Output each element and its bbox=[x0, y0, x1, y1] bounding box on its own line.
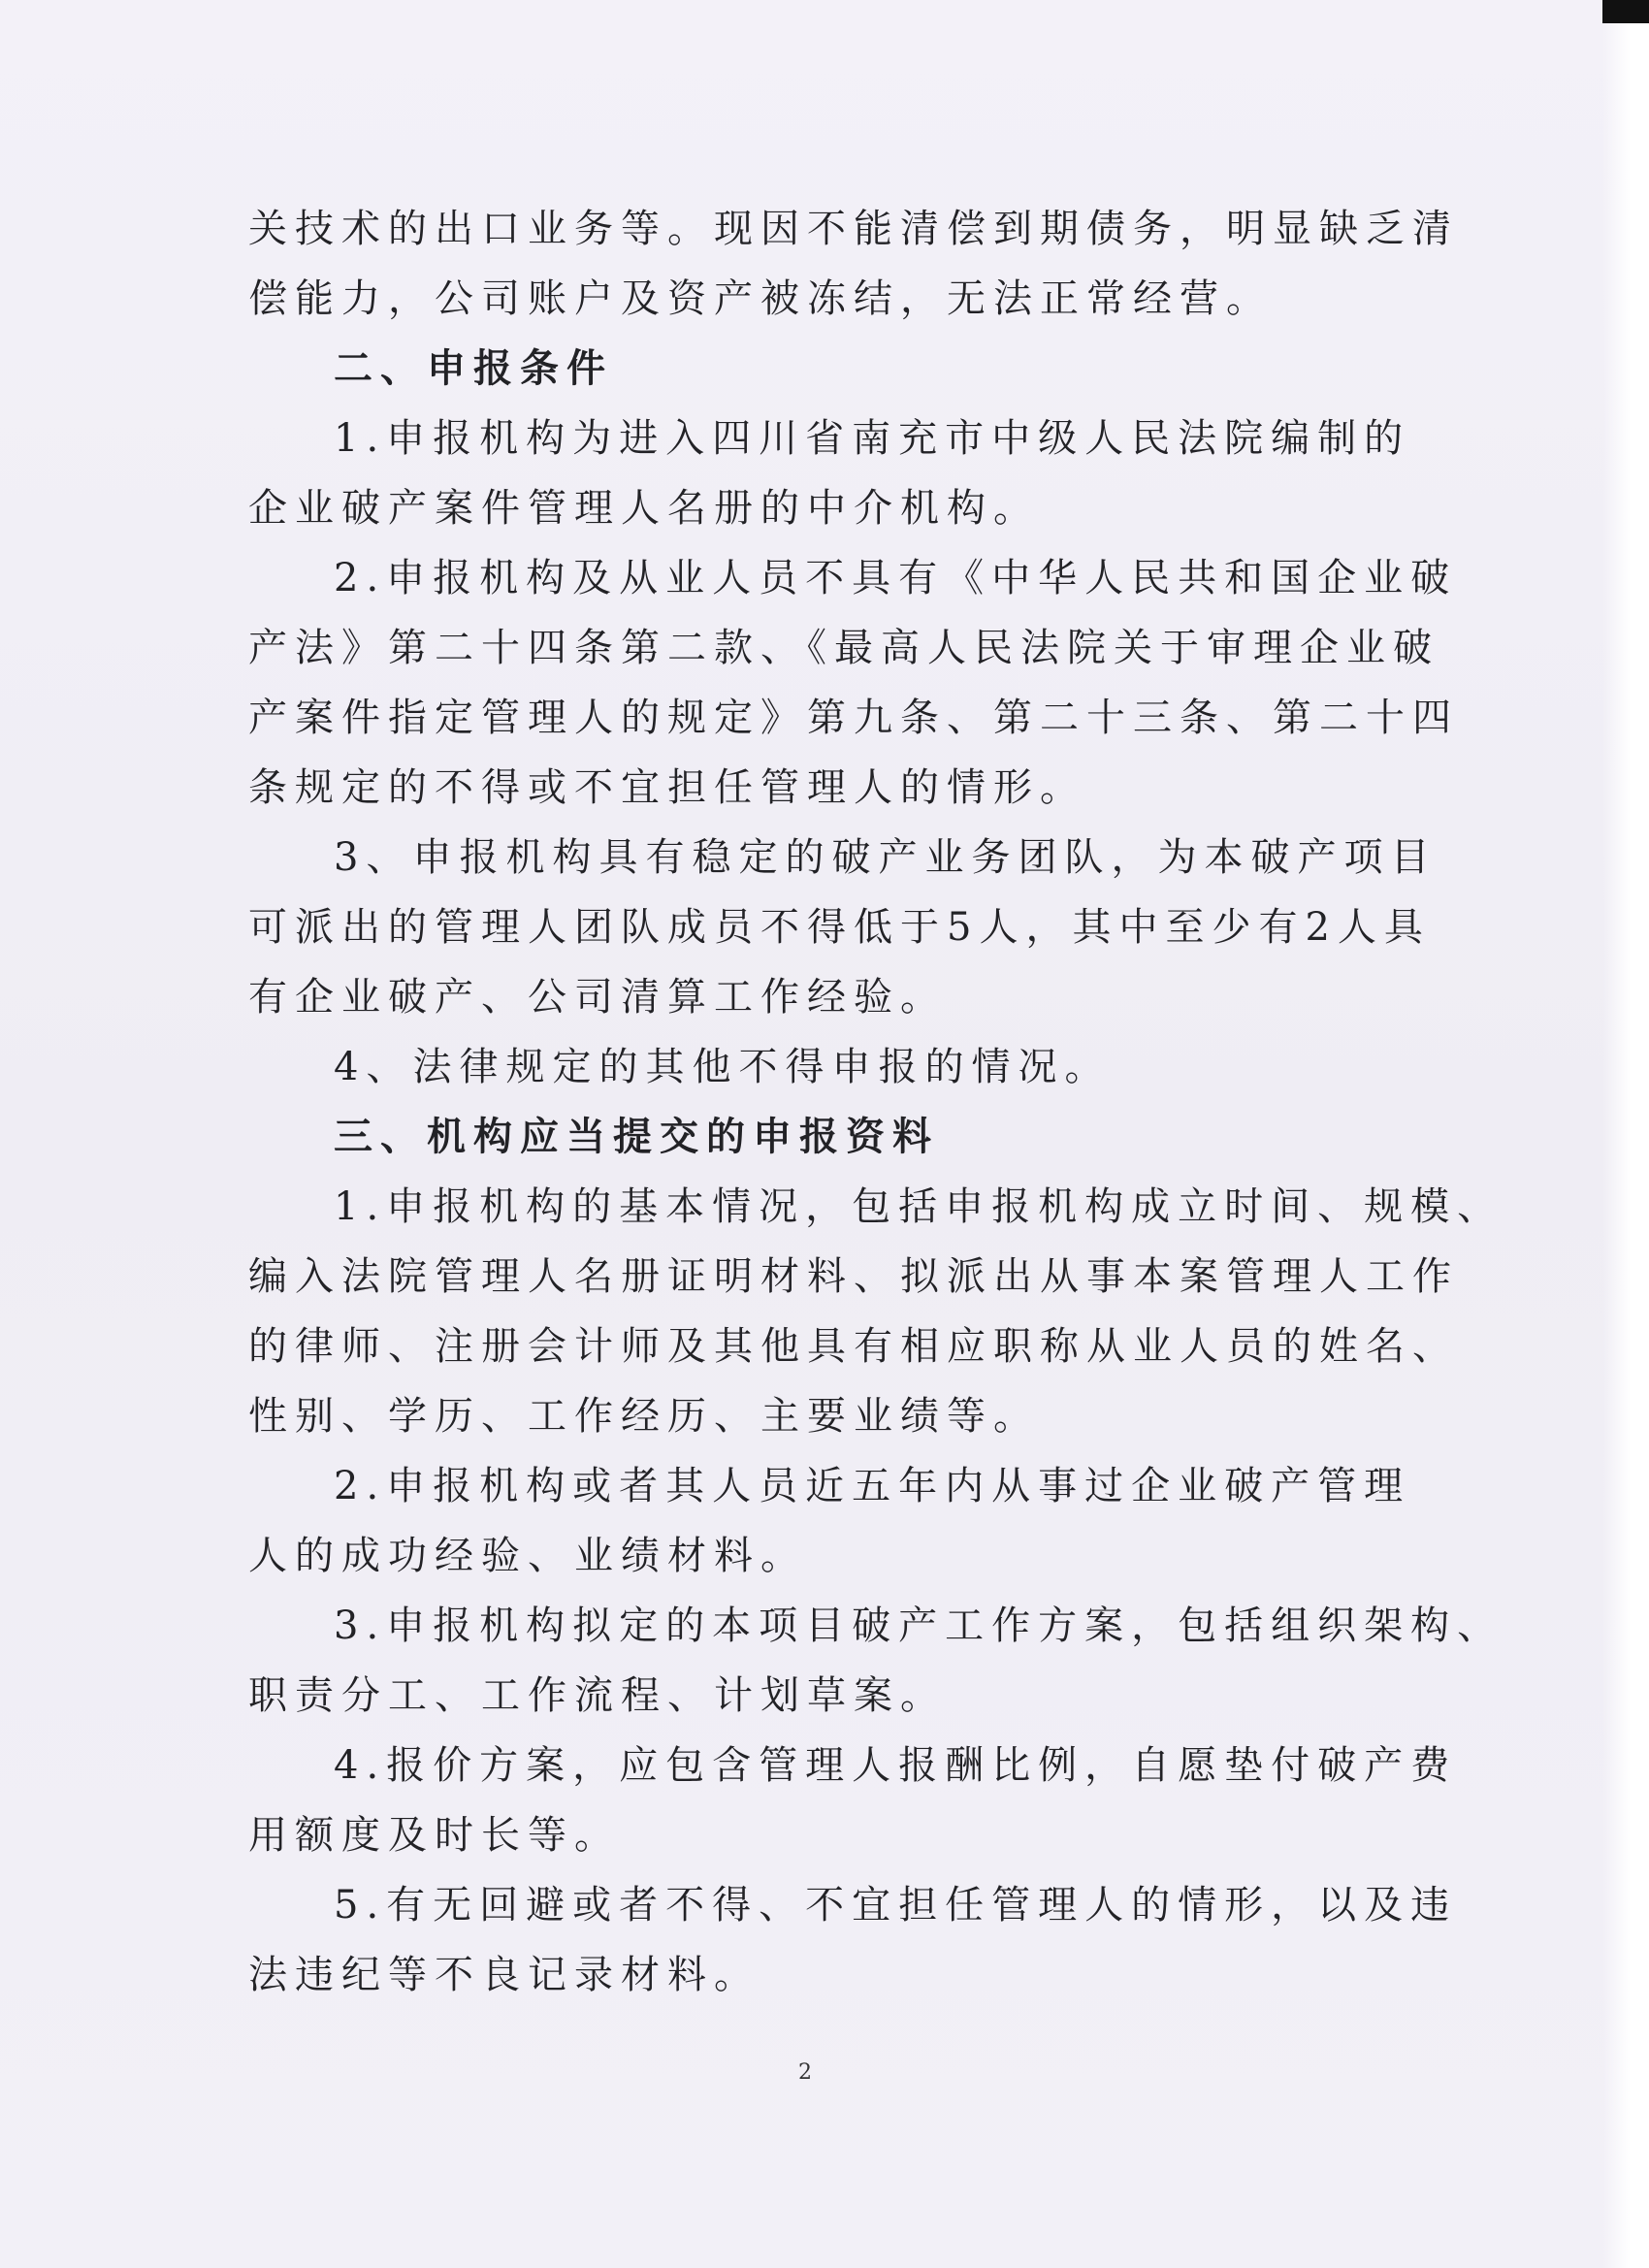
paragraph-line: 5.有无回避或者不得、不宜担任管理人的情形，以及违 bbox=[334, 1883, 1458, 1928]
paragraph-line: 用额度及时长等。 bbox=[248, 1813, 621, 1858]
document-body bbox=[248, 194, 1504, 2010]
paragraph-line: 2.申报机构及从业人员不具有《中华人民共和国企业破 bbox=[334, 556, 1458, 600]
paragraph-line: 3、申报机构具有稳定的破产业务团队，为本破产项目 bbox=[334, 835, 1438, 880]
paragraph-line: 1.申报机构的基本情况，包括申报机构成立时间、规模、 bbox=[334, 1184, 1504, 1229]
section-heading: 三、机构应当提交的申报资料 bbox=[334, 1114, 939, 1159]
paragraph-line: 4、法律规定的其他不得申报的情况。 bbox=[334, 1045, 1112, 1089]
paragraph-line: 人的成功经验、业绩材料。 bbox=[248, 1534, 807, 1578]
page-number: 2 bbox=[798, 2060, 812, 2085]
scan-corner-mark bbox=[1602, 0, 1649, 23]
paragraph-line: 职责分工、工作流程、计划草案。 bbox=[248, 1673, 947, 1718]
paragraph-line: 条规定的不得或不宜担任管理人的情形。 bbox=[248, 765, 1086, 810]
paragraph-line: 的律师、注册会计师及其他具有相应职称从业人员的姓名、 bbox=[248, 1324, 1459, 1369]
paragraph-line: 产法》第二十四条第二款、《最高人民法院关于审理企业破 bbox=[248, 626, 1439, 670]
paragraph-line: 产案件指定管理人的规定》第九条、第二十三条、第二十四 bbox=[248, 696, 1459, 740]
paragraph-line: 有企业破产、公司清算工作经验。 bbox=[248, 975, 947, 1020]
paragraph-line: 法违纪等不良记录材料。 bbox=[248, 1953, 760, 1997]
paragraph-line: 编入法院管理人名册证明材料、拟派出从事本案管理人工作 bbox=[248, 1254, 1459, 1299]
paragraph-line: 关技术的出口业务等。现因不能清偿到期债务，明显缺乏清 bbox=[248, 207, 1459, 251]
paragraph-line: 3.申报机构拟定的本项目破产工作方案，包括组织架构、 bbox=[334, 1604, 1504, 1648]
paragraph-line: 企业破产案件管理人名册的中介机构。 bbox=[248, 486, 1040, 531]
paragraph-line: 4.报价方案，应包含管理人报酬比例，自愿垫付破产费 bbox=[334, 1743, 1458, 1788]
paragraph-line: 偿能力，公司账户及资产被冻结，无法正常经营。 bbox=[248, 276, 1273, 321]
scan-edge bbox=[1602, 0, 1649, 2268]
paragraph-line: 2.申报机构或者其人员近五年内从事过企业破产管理 bbox=[334, 1464, 1411, 1508]
paragraph-line: 性别、学历、工作经历、主要业绩等。 bbox=[248, 1394, 1040, 1439]
paragraph-line: 可派出的管理人团队成员不得低于5人，其中至少有2人具 bbox=[248, 905, 1431, 950]
section-heading: 二、申报条件 bbox=[334, 345, 613, 391]
paragraph-line: 1.申报机构为进入四川省南充市中级人民法院编制的 bbox=[334, 416, 1411, 461]
